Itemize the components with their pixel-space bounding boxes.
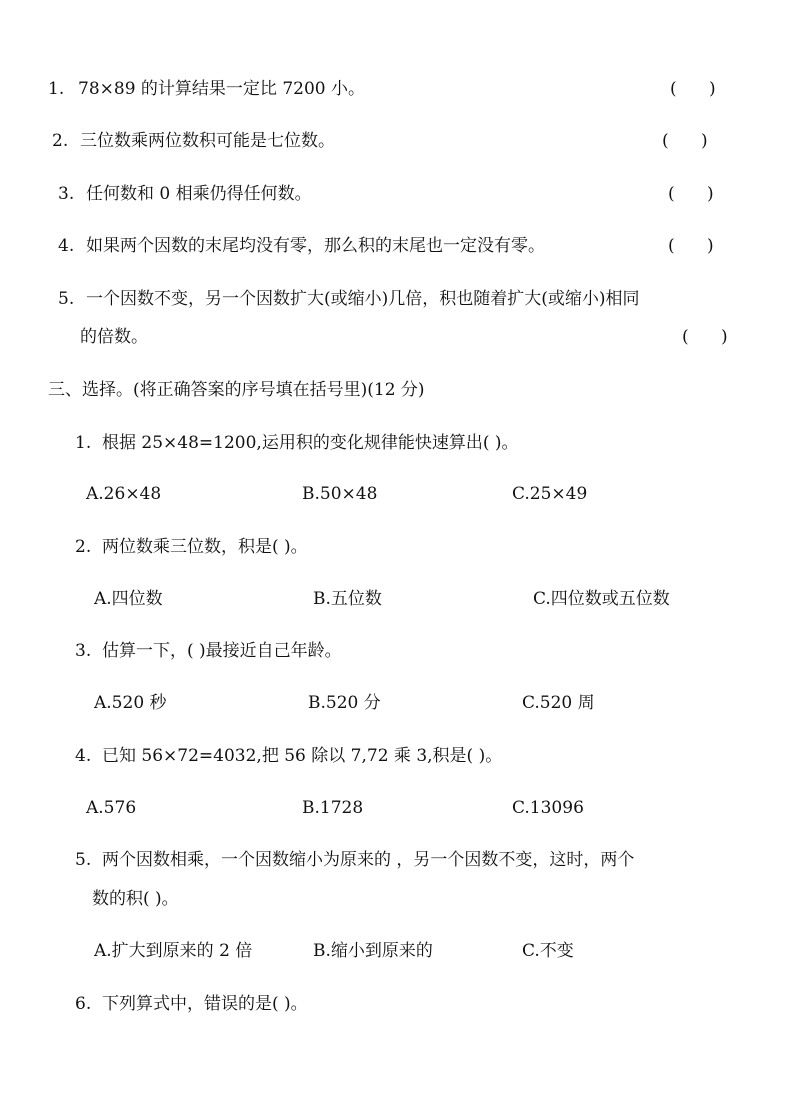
choice-q4-option-a: A.576: [86, 798, 137, 818]
choice-q4-number: 4.: [75, 746, 92, 766]
choice-q3-text: 估算一下，( )最接近自己年龄。: [102, 641, 342, 661]
judgment-item-1-text: 78×89 的计算结果一定比 7200 小。: [78, 79, 365, 99]
choice-q2-text: 两位数乘三位数，积是( )。: [102, 537, 308, 557]
judgment-item-5-answer-parens: ( ): [682, 327, 728, 347]
choice-q2-option-a: A.四位数: [94, 589, 163, 609]
judgment-item-3-answer-parens: ( ): [668, 184, 714, 204]
choice-q4-text: 已知 56×72=4032,把 56 除以 7,72 乘 3,积是( )。: [102, 746, 503, 766]
choice-q3-option-a: A.520 秒: [94, 693, 167, 713]
choice-q1-text: 根据 25×48=1200,运用积的变化规律能快速算出( )。: [102, 433, 519, 453]
choice-q2-option-c: C.四位数或五位数: [533, 589, 670, 609]
judgment-item-1-answer-parens: ( ): [670, 79, 716, 99]
judgment-item-2-text: 三位数乘两位数积可能是七位数。: [80, 131, 335, 151]
choice-q3-number: 3.: [75, 641, 92, 661]
choice-q4-option-c: C.13096: [512, 798, 584, 818]
section-three-heading: 三、选择。(将正确答案的序号填在括号里)(12 分): [48, 380, 425, 400]
judgment-item-5-text: 一个因数不变，另一个因数扩大(或缩小)几倍，积也随着扩大(或缩小)相同: [86, 289, 640, 309]
choice-q2-number: 2.: [75, 537, 92, 557]
judgment-item-1-number: 1.: [48, 79, 65, 99]
judgment-item-3-number: 3.: [58, 184, 75, 204]
judgment-item-5-number: 5.: [58, 289, 75, 309]
judgment-item-5-text-continued: 的倍数。: [80, 327, 148, 347]
choice-q6-number: 6.: [75, 994, 92, 1014]
judgment-item-2-number: 2.: [52, 131, 69, 151]
choice-q3-option-b: B.520 分: [308, 693, 381, 713]
choice-q1-option-a: A.26×48: [86, 484, 162, 504]
choice-q5-option-a: A.扩大到原来的 2 倍: [94, 941, 253, 961]
choice-q1-number: 1.: [75, 433, 92, 453]
choice-q2-option-b: B.五位数: [313, 589, 382, 609]
judgment-item-2-answer-parens: ( ): [662, 131, 708, 151]
judgment-item-4-number: 4.: [58, 236, 75, 256]
choice-q5-option-c: C.不变: [522, 941, 574, 961]
choice-q1-option-c: C.25×49: [512, 484, 588, 504]
judgment-item-3-text: 任何数和 0 相乘仍得任何数。: [86, 184, 312, 204]
choice-q4-option-b: B.1728: [302, 798, 364, 818]
judgment-item-4-answer-parens: ( ): [668, 236, 714, 256]
choice-q5-option-b: B.缩小到原来的: [313, 941, 433, 961]
choice-q5-text: 两个因数相乘，一个因数缩小为原来的 ，另一个因数不变，这时，两个: [102, 850, 635, 870]
choice-q3-option-c: C.520 周: [522, 693, 595, 713]
choice-q5-text-continued: 数的积( )。: [92, 889, 179, 909]
judgment-item-4-text: 如果两个因数的末尾均没有零，那么积的末尾也一定没有零。: [86, 236, 545, 256]
choice-q1-option-b: B.50×48: [302, 484, 378, 504]
choice-q5-number: 5.: [75, 850, 92, 870]
choice-q6-text: 下列算式中，错误的是( )。: [102, 994, 308, 1014]
